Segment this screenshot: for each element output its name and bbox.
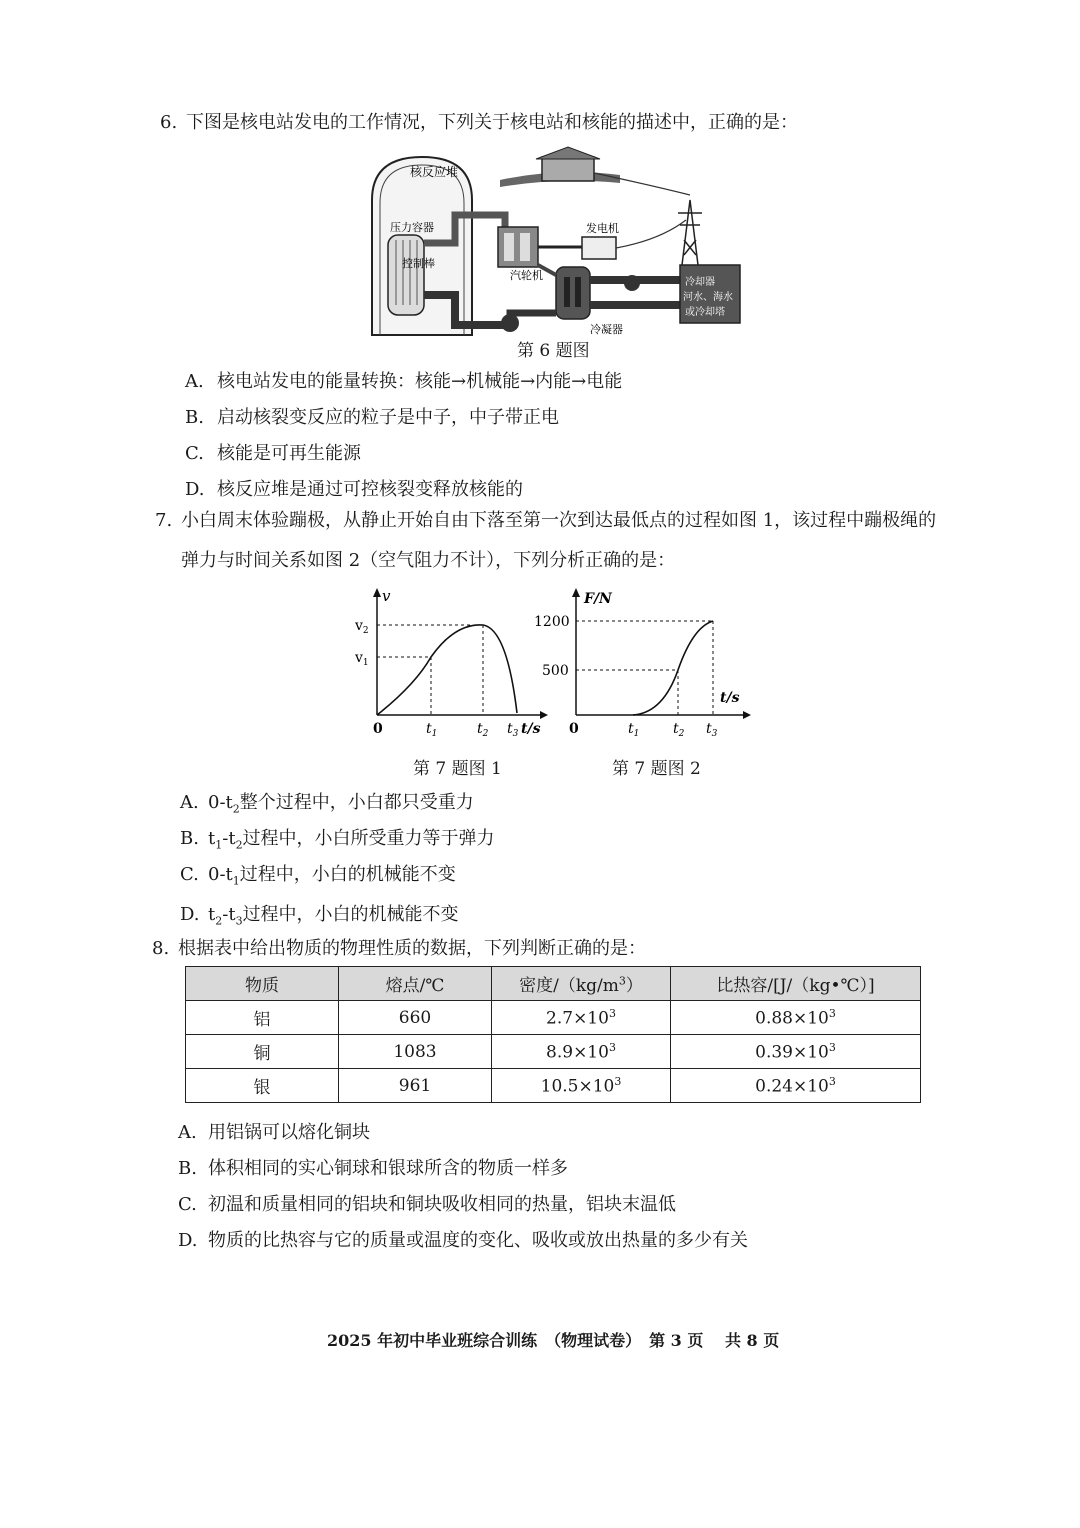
q6-option-b: B. 启动核裂变反应的粒子是中子，中子带正电 [185, 407, 559, 428]
q6-stem-text: 下图是核电站发电的工作情况，下列关于核电站和核能的描述中，正确的是： [186, 112, 798, 133]
table-row [186, 1069, 921, 1103]
g2-y-axis: F/N [584, 591, 612, 607]
table-row [186, 1035, 921, 1069]
q6-option-c: C. 核能是可再生能源 [185, 443, 361, 464]
g1-t1: $t_1$ [426, 721, 438, 739]
cell-density: $10.5\times 10^3$ [492, 1069, 671, 1103]
q6-option-a: A. 核电站发电的能量转换：核能→机械能→内能→电能 [185, 371, 623, 392]
label-control-rod: 控制棒 [402, 258, 435, 270]
q8-option-b: B. 体积相同的实心铜球和银球所含的物质一样多 [178, 1158, 568, 1179]
table-header-row [186, 967, 921, 1001]
g1-t2: $t_2$ [477, 721, 489, 739]
q8-option-a: A. 用铝锅可以熔化铜块 [178, 1122, 370, 1143]
cell-density: $2.7\times 10^3$ [492, 1001, 671, 1035]
label-condenser: 冷凝器 [590, 324, 623, 336]
label-pressure-vessel: 压力容器 [390, 222, 434, 234]
g1-y-axis: v [382, 587, 391, 605]
g2-origin: 0 [569, 721, 579, 737]
nuclear-plant-diagram [360, 145, 750, 340]
g1-t3: $t_3$ [507, 721, 519, 739]
g2-t3: $t_3$ [706, 721, 718, 739]
q6-number: 6. [160, 112, 178, 133]
g2-x-axis: t/s [720, 690, 740, 706]
cell-name: 铝 [186, 1001, 339, 1035]
q7-caption-2: 第 7 题图 2 [612, 759, 701, 779]
q7-stem-line1: 7. 小白周末体验蹦极，从静止开始自由下落至第一次到达最低点的过程如图 1，该过程中蹦极绳的 [155, 508, 936, 534]
cell-density: $8.9\times 10^3$ [492, 1035, 671, 1069]
q6-caption: 第 6 题图 [517, 341, 590, 361]
label-reactor: 核反应堆 [410, 165, 459, 179]
cell-heat: $0.39\times 10^3$ [671, 1035, 921, 1069]
q7-stem-line2: 弹力与时间关系如图 2（空气阻力不计），下列分析正确的是： [181, 550, 676, 571]
cell-heat: $0.24\times 10^3$ [671, 1069, 921, 1103]
q8-stem: 8. 根据表中给出物质的物理性质的数据，下列判断正确的是： [152, 936, 646, 962]
page-footer: 2025 年初中毕业班综合训练 （物理试卷） 第 3 页 共 8 页 [327, 1331, 780, 1350]
label-cooler-3: 或冷却塔 [685, 307, 725, 318]
label-cooler-1: 冷却器 [685, 277, 715, 288]
table-row [186, 1001, 921, 1035]
g2-t2: $t_2$ [673, 721, 685, 739]
g2-y-mid: 500 [542, 663, 569, 679]
cell-name: 铜 [186, 1035, 339, 1069]
cell-melt: 660 [339, 1001, 492, 1035]
q7-caption-1: 第 7 题图 1 [413, 759, 502, 779]
label-generator: 发电机 [586, 223, 619, 235]
cell-name: 银 [186, 1069, 339, 1103]
g1-origin: 0 [373, 721, 383, 737]
cell-melt: 961 [339, 1069, 492, 1103]
q6-stem [160, 110, 798, 136]
q7-number: 7. [155, 510, 173, 531]
graph-force-time [528, 585, 758, 740]
q7-option-d: D. $t_2-t_3$过程中，小白的机械能不变 [180, 904, 459, 928]
g1-v1: $v_1$ [355, 650, 369, 668]
g2-t1: $t_1$ [628, 721, 640, 739]
g1-v2: $v_2$ [355, 618, 369, 636]
q7-option-a: A. $0-t_2$整个过程中，小白都只受重力 [180, 792, 474, 816]
label-turbine: 汽轮机 [510, 270, 543, 282]
th-melting-point: 熔点/℃ [339, 967, 492, 1001]
g1-x-axis: t/s [521, 721, 541, 737]
properties-table [185, 966, 921, 1103]
q8-option-c: C. 初温和质量相同的铝块和铜块吸收相同的热量，铝块末温低 [178, 1194, 676, 1215]
th-substance: 物质 [186, 967, 339, 1001]
q7-option-b: B. $t_1-t_2$过程中，小白所受重力等于弹力 [180, 828, 495, 852]
cell-melt: 1083 [339, 1035, 492, 1069]
th-density: 密度$/(kg/m^3)$ [492, 967, 671, 1001]
q8-number: 8. [152, 938, 170, 959]
q8-option-d: D. 物质的比热容与它的质量或温度的变化、吸收或放出热量的多少有关 [178, 1230, 748, 1251]
q7-option-c: C. $0-t_1$过程中，小白的机械能不变 [180, 864, 456, 888]
cell-heat: $0.88\times 10^3$ [671, 1001, 921, 1035]
graph-velocity-time [335, 585, 555, 740]
q6-option-d: D. 核反应堆是通过可控核裂变释放核能的 [185, 479, 523, 500]
g2-y-high: 1200 [534, 614, 570, 630]
label-cooler-2: 河水、海水 [683, 292, 733, 303]
th-specific-heat: 比热容/[J/（kg•℃）] [671, 967, 921, 1001]
